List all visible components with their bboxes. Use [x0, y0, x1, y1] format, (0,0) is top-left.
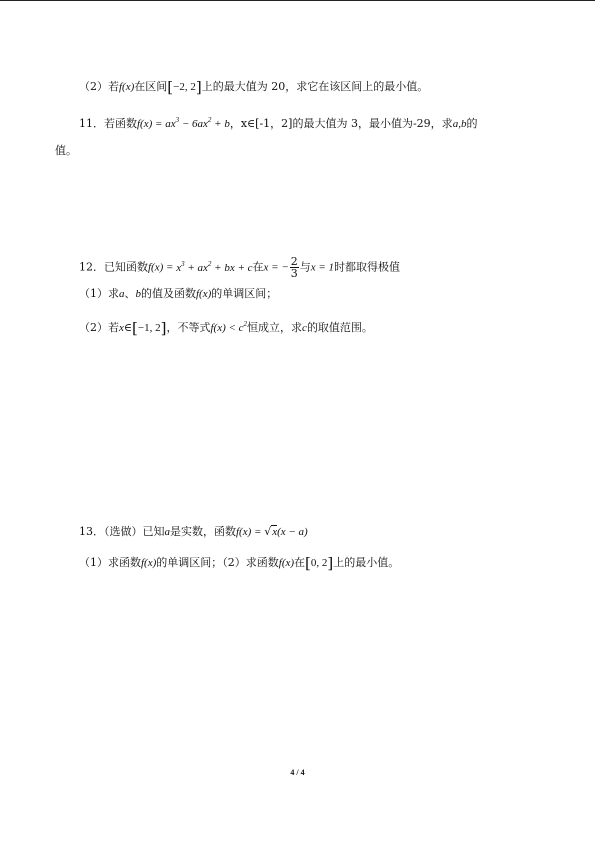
q10-part2: （2）若f(x)在区间[−2, 2]上的最大值为 20，求它在该区间上的最小值。 [79, 78, 429, 96]
q12-part2: （2）若x∈[−1, 2]，不等式$f(x) < c^2$恒成立，求c的取值范围。 [79, 319, 373, 337]
page-number: 4 / 4 [290, 768, 305, 777]
q12-cubic: $x^3 + ax^2$ + bx + c [176, 259, 253, 274]
q13-line1: 13．（选做）已知a是实数，函数f(x) = √x(x − a) [79, 525, 308, 538]
q11-line2: 值。 [55, 144, 77, 157]
q11-line1: 11．若函数$f(x) = ax^3 - 6ax^2 + b$，x∈[-1，2]的最大值为 3，最小值为-29，求a,b的 [79, 116, 478, 130]
sqrt-symbol: √x [264, 525, 278, 538]
q12-fraction: $\frac{2}{3}$ [290, 255, 298, 280]
q12-line1: 12．已知函数$f(x) = x^3 + ax^2$ + bx + c在x = − $\frac{2}{3}$ 与x = 1时都取得极值 [79, 255, 401, 280]
q11-cubic: $ax^3 - 6ax^2 + b$ [165, 116, 230, 130]
header-rule [0, 0, 595, 1]
q12-part1: （1）求a、b的值及函数f(x)的单调区间； [79, 287, 278, 300]
q13-parts: （1）求函数f(x)的单调区间；（2）求函数f(x)在[0, 2]上的最小值。 [79, 554, 400, 572]
